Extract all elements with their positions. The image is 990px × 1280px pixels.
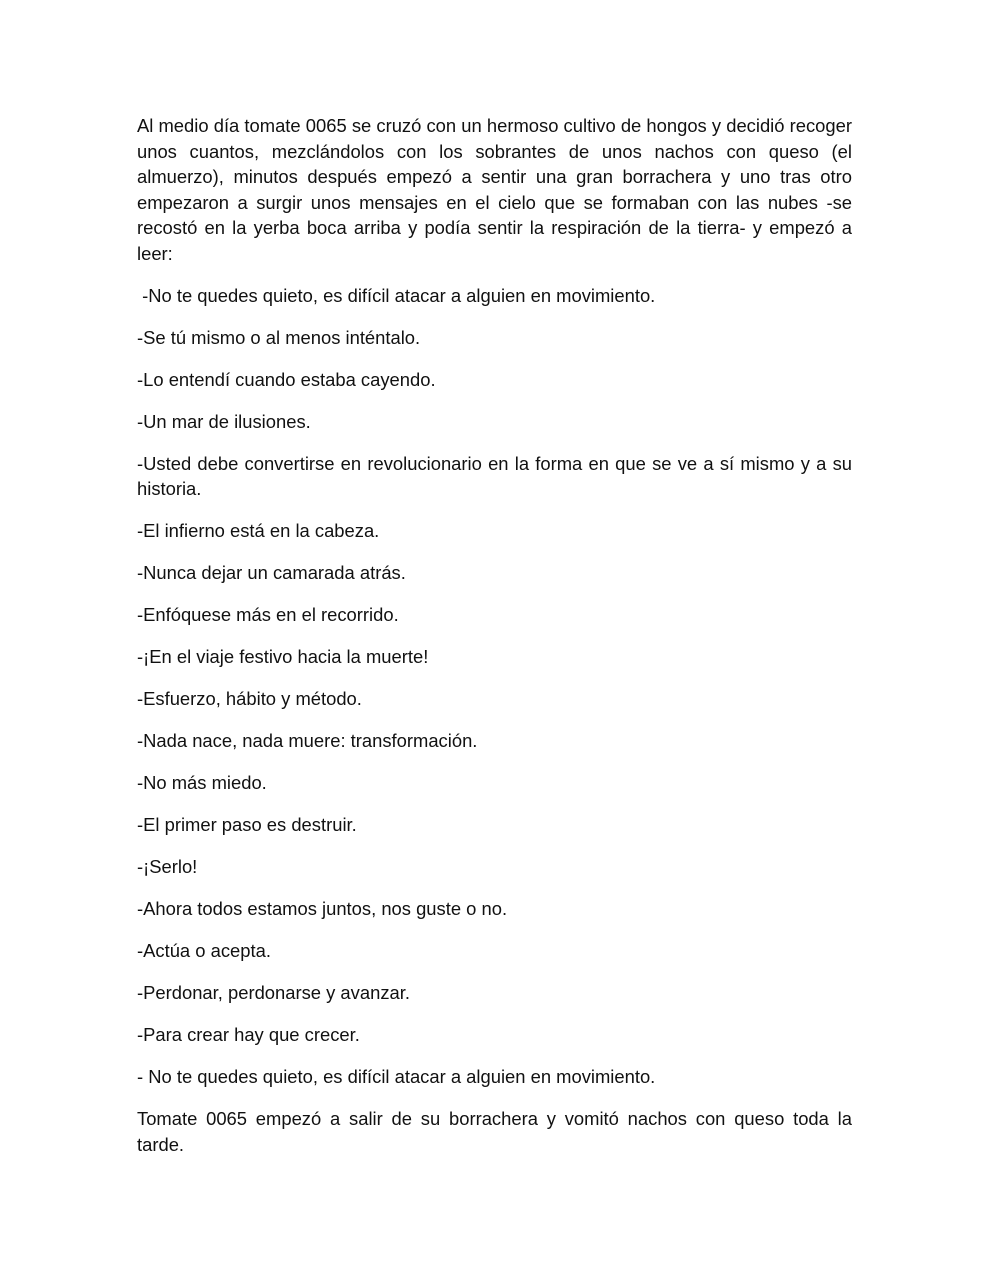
intro-paragraph: Al medio día tomate 0065 se cruzó con un hermoso cultivo de hongos y decidió recoger unos cuantos, mezclándolos con los sobrantes de unos nachos con queso (el almuerzo), minutos después empezó a sentir una gran borrachera y uno tras otro empezaron a surgir unos mensajes en el cielo que se formaban con las nubes -se recostó en la yerba boca arriba y podía sentir la respiración de la tierra- y empezó a leer: [137, 115, 852, 264]
message-line: -Un mar de ilusiones. [137, 410, 311, 432]
message-line: -El primer paso es destruir. [137, 814, 357, 835]
message-line: -Esfuerzo, hábito y método. [137, 688, 362, 709]
message-line: -No te quedes quieto, es difícil atacar a alguien en movimiento. [137, 284, 656, 306]
message-line: -Nunca dejar un camarada atrás. [137, 562, 406, 583]
message-line: -Para crear hay que crecer. [137, 1024, 360, 1045]
message-line: -Enfóquese más en el recorrido. [137, 604, 399, 625]
message-line: -Nada nace, nada muere: transformación. [137, 730, 478, 751]
message-line: -¡En el viaje festivo hacia la muerte! [137, 646, 429, 667]
message-line: -Usted debe convertirse en revolucionario en la forma en que se ve a sí mismo y a su historia. [137, 452, 852, 499]
message-line: - No te quedes quieto, es difícil atacar a alguien en movimiento. [137, 1066, 656, 1087]
message-line: -Se tú mismo o al menos inténtalo. [137, 326, 421, 348]
message-line: -¡Serlo! [137, 856, 198, 877]
message-line: -Ahora todos estamos juntos, nos guste o no. [137, 898, 508, 919]
message-line: -El infierno está en la cabeza. [137, 520, 380, 541]
message-line: -Lo entendí cuando estaba cayendo. [137, 368, 436, 390]
message-line: -Actúa o acepta. [137, 940, 271, 961]
document-body [137, 113, 852, 1174]
message-line: -Perdonar, perdonarse y avanzar. [137, 982, 410, 1003]
closing-paragraph: Tomate 0065 empezó a salir de su borrachera y vomitó nachos con queso toda la tarde. [137, 1108, 852, 1155]
message-line: -No más miedo. [137, 772, 267, 793]
